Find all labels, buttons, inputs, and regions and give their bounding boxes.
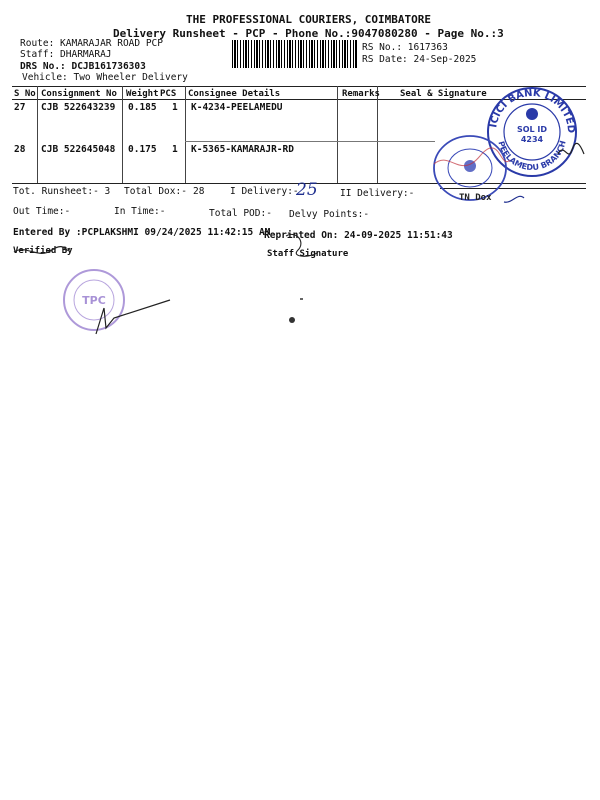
route-label: Route: KAMARAJAR ROAD PCP — [20, 38, 163, 49]
total-pod-label: Total POD:- — [209, 208, 272, 219]
row-consignee: K-5365-KAMARAJR-RD — [191, 144, 294, 155]
total-dox-label: Total Dox:- — [124, 186, 187, 197]
drs-number: DRS No.: DCJB161736303 — [20, 61, 146, 72]
col-header-weight: Weight — [126, 89, 159, 99]
col-divider — [185, 86, 186, 183]
sol-id-label: SOL ID — [516, 125, 548, 134]
staff-signature-label: Staff Signature — [267, 249, 349, 259]
col-divider — [37, 86, 38, 183]
col-header-consignee: Consignee Details — [188, 89, 281, 99]
row-consignment: CJB 522645048 — [41, 144, 116, 155]
tn-dox-text: TN Dox — [459, 193, 492, 203]
row-pcs: 1 — [172, 144, 178, 155]
bank-name-arc: ICICI BANK LIMITED — [488, 87, 577, 134]
signature-mark — [502, 190, 526, 206]
company-title: THE PROFESSIONAL COURIERS, COIMBATORE — [186, 13, 432, 26]
total-dox-value: 28 — [193, 186, 205, 197]
tpc-signature — [92, 298, 172, 338]
runsheet-title: Delivery Runsheet - PCP - Phone No.:9047080280 - Page No.:3 — [113, 27, 504, 40]
row-consignment: CJB 522643239 — [41, 102, 116, 113]
out-time-label: Out Time:- — [13, 206, 71, 217]
i-delivery-label: I Delivery:- — [230, 186, 299, 197]
row-weight: 0.175 — [128, 144, 157, 155]
row-divider — [185, 141, 435, 142]
rs-date: RS Date: 24-Sep-2025 — [362, 54, 477, 65]
col-header-consignment: Consignment No — [41, 89, 117, 99]
col-divider — [337, 86, 338, 183]
row-pcs: 1 — [172, 102, 178, 113]
in-time-label: In Time:- — [114, 206, 166, 217]
delvy-points-label: Delvy Points:- — [289, 209, 370, 220]
staff-label: Staff: DHARMARAJ — [20, 49, 112, 60]
staff-signature-scribble — [282, 228, 322, 262]
tpc-stamp-text: TPC — [82, 294, 106, 307]
tot-runsheet: Tot. Runsheet:- 3 — [13, 186, 111, 197]
col-divider — [122, 86, 123, 183]
col-divider — [377, 86, 378, 183]
entered-by: Entered By :PCPLAKSHMI 09/24/2025 11:42:15 AM — [13, 227, 271, 238]
rs-number: RS No.: 1617363 — [362, 42, 448, 53]
verified-by: Verified By — [13, 246, 73, 256]
ink-dot — [289, 317, 295, 323]
sol-id-value: 4234 — [520, 135, 544, 144]
barcode — [232, 40, 358, 68]
i-delivery-handwritten: 25 — [296, 180, 318, 200]
col-header-sno: S No — [14, 89, 36, 99]
ink-speck — [300, 298, 303, 300]
verified-signature — [12, 242, 72, 266]
row-sno: 28 — [14, 144, 26, 155]
row-weight: 0.185 — [128, 102, 157, 113]
bank-branch-arc: PEELAMEDU BRANCH — [496, 139, 568, 173]
ii-delivery-label: II Delivery:- — [340, 188, 415, 199]
signature-scribble — [556, 140, 586, 164]
vehicle-label: Vehicle: Two Wheeler Delivery — [22, 72, 188, 83]
col-header-pcs: PCS — [160, 89, 177, 99]
reprinted-on: Reprinted On: 24-09-2025 11:51:43 — [264, 230, 453, 241]
col-header-seal: Seal & Signature — [400, 89, 487, 99]
row-sno: 27 — [14, 102, 26, 113]
col-header-remarks: Remarks — [342, 89, 380, 99]
row-consignee: K-4234-PEELAMEDU — [191, 102, 283, 113]
